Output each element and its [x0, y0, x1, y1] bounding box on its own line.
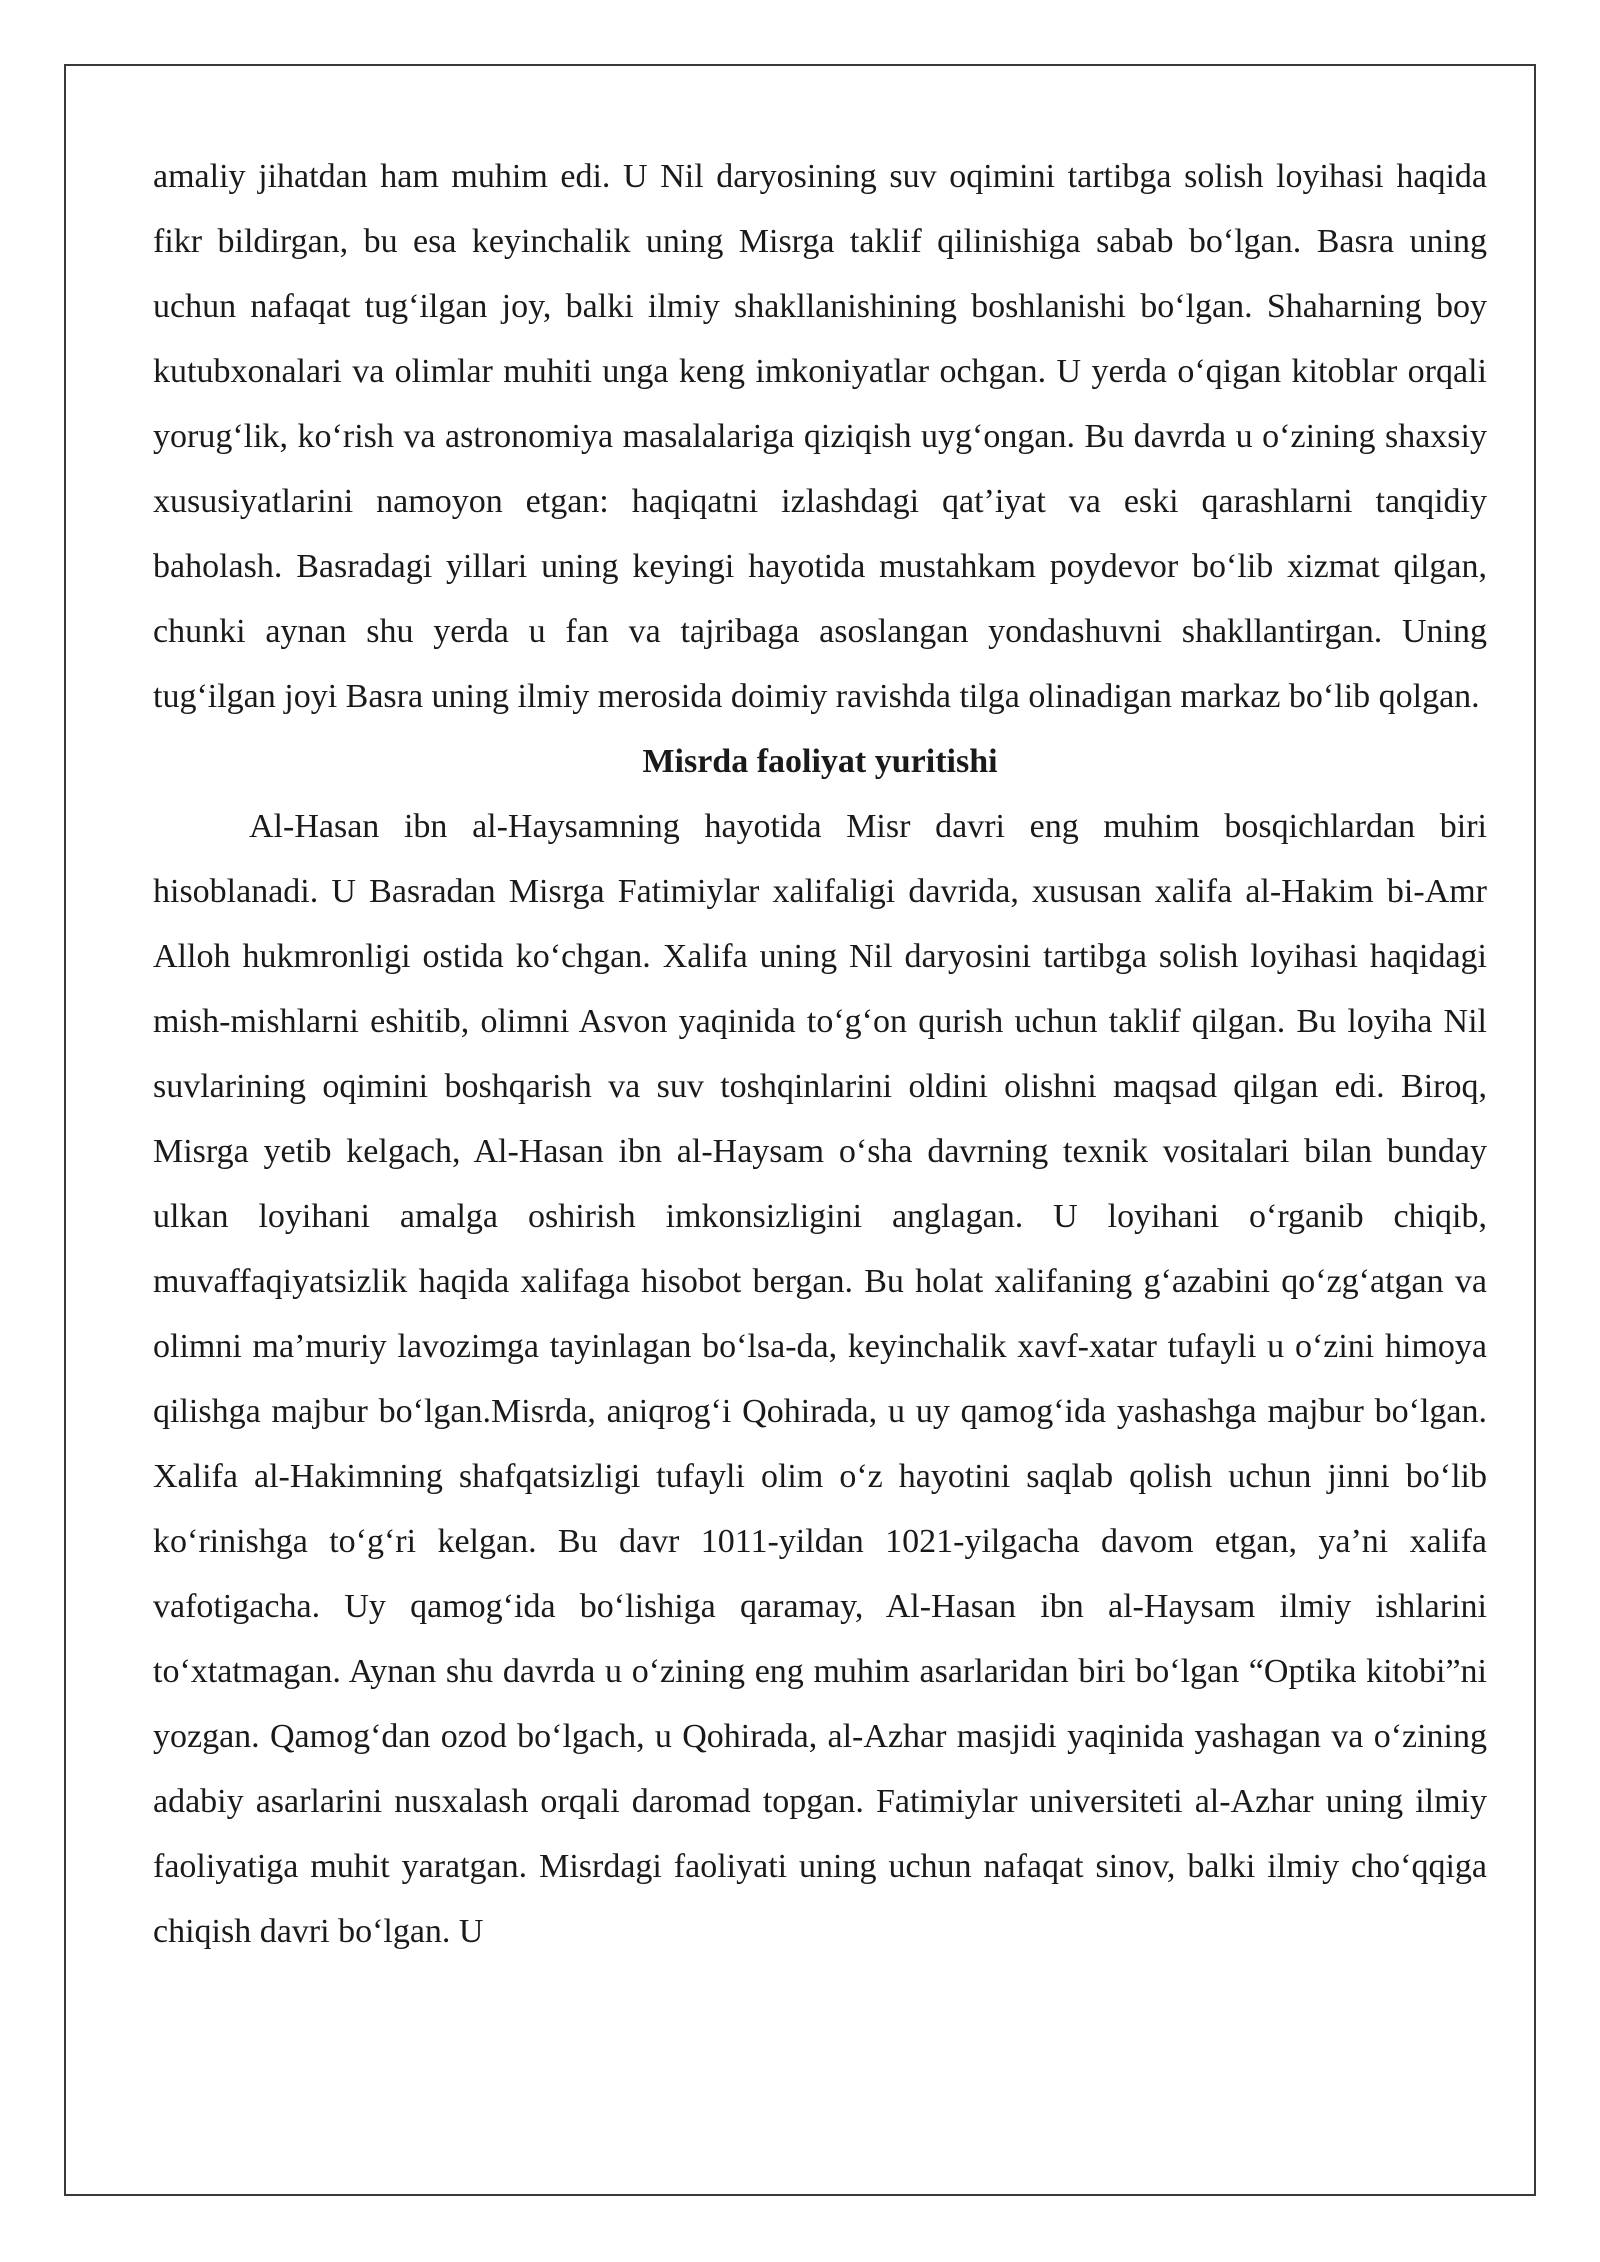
body-paragraph: Al-Hasan ibn al-Haysamning hayotida Misr davri eng muhim bosqichlardan biri hisoblanadi. U Basradan Misrga Fatimiylar xalifaligi davrida, xususan xalifa al-Hakim bi-Amr Alloh hukmronligi ostida ko‘chgan. Xalifa uning Nil daryosini tartibga solish loyihasi haqidagi mish-mishlarni eshitib, olimni Asvon yaqinida to‘g‘on qurish uchun taklif qilgan. Bu loyiha Nil suvlarining oqimini boshqarish va suv toshqinlarini oldini olishni maqsad qilgan edi. Biroq, Misrga yetib kelgach, Al-Hasan ibn al-Haysam o‘sha davrning texnik vositalari bilan bunday ulkan loyihani amalga oshirish imkonsizligini anglagan. U loyihani o‘rganib chiqib, muvaffaqiyatsizlik haqida xalifaga hisobot bergan. Bu holat xalifaning g‘azabini qo‘zg‘atgan va olimni ma’muriy lavozimga tayinlagan bo‘lsa-da, keyinchalik xavf-xatar tufayli u o‘zini himoya qilishga majbur bo‘lgan.Misrda, aniqrog‘i Qohirada, u uy qamog‘ida yashashga majbur bo‘lgan. Xalifa al-Hakimning shafqatsizligi tufayli olim o‘z hayotini saqlab qolish uchun jinni bo‘lib ko‘rinishga to‘g‘ri kelgan. Bu davr 1011-yildan 1021-yilgacha davom etgan, ya’ni xalifa vafotigacha. Uy qamog‘ida bo‘lishiga qaramay, Al-Hasan ibn al-Haysam ilmiy ishlarini to‘xtatmagan. Aynan shu davrda u o‘zining eng muhim asarlaridan biri bo‘lgan “Optika kitobi”ni yozgan. Qamog‘dan ozod bo‘lgach, u Qohirada, al-Azhar masjidi yaqinida yashagan va o‘zining adabiy asarlarini nusxalash orqali daromad topgan. Fatimiylar universiteti al-Azhar uning ilmiy faoliyatiga muhit yaratgan. Misrdagi faoliyati uning uchun nafaqat sinov, balki ilmiy cho‘qqiga chiqish davri bo‘lgan. U — [153, 808, 1487, 1950]
document-body — [153, 144, 1487, 1964]
section-heading: Misrda faoliyat yuritishi — [642, 743, 998, 780]
body-paragraph: amaliy jihatdan ham muhim edi. U Nil daryosining suv oqimini tartibga solish loyihasi haqida fikr bildirgan, bu esa keyinchalik uning Misrga taklif qilinishiga sabab bo‘lgan. Basra uning uchun nafaqat tug‘ilgan joy, balki ilmiy shakllanishining boshlanishi bo‘lgan. Shaharning boy kutubxonalari va olimlar muhiti unga keng imkoniyatlar ochgan. U yerda o‘qigan kitoblar orqali yorug‘lik, ko‘rish va astronomiya masalalariga qiziqish uyg‘ongan. Bu davrda u o‘zining shaxsiy xususiyatlarini namoyon etgan: haqiqatni izlashdagi qat’iyat va eski qarashlarni tanqidiy baholash. Basradagi yillari uning keyingi hayotida mustahkam poydevor bo‘lib xizmat qilgan, chunki aynan shu yerda u fan va tajribaga asoslangan yondashuvni shakllantirgan. Uning tug‘ilgan joyi Basra uning ilmiy merosida doimiy ravishda tilga olinadigan markaz bo‘lib qolgan. — [153, 158, 1487, 715]
